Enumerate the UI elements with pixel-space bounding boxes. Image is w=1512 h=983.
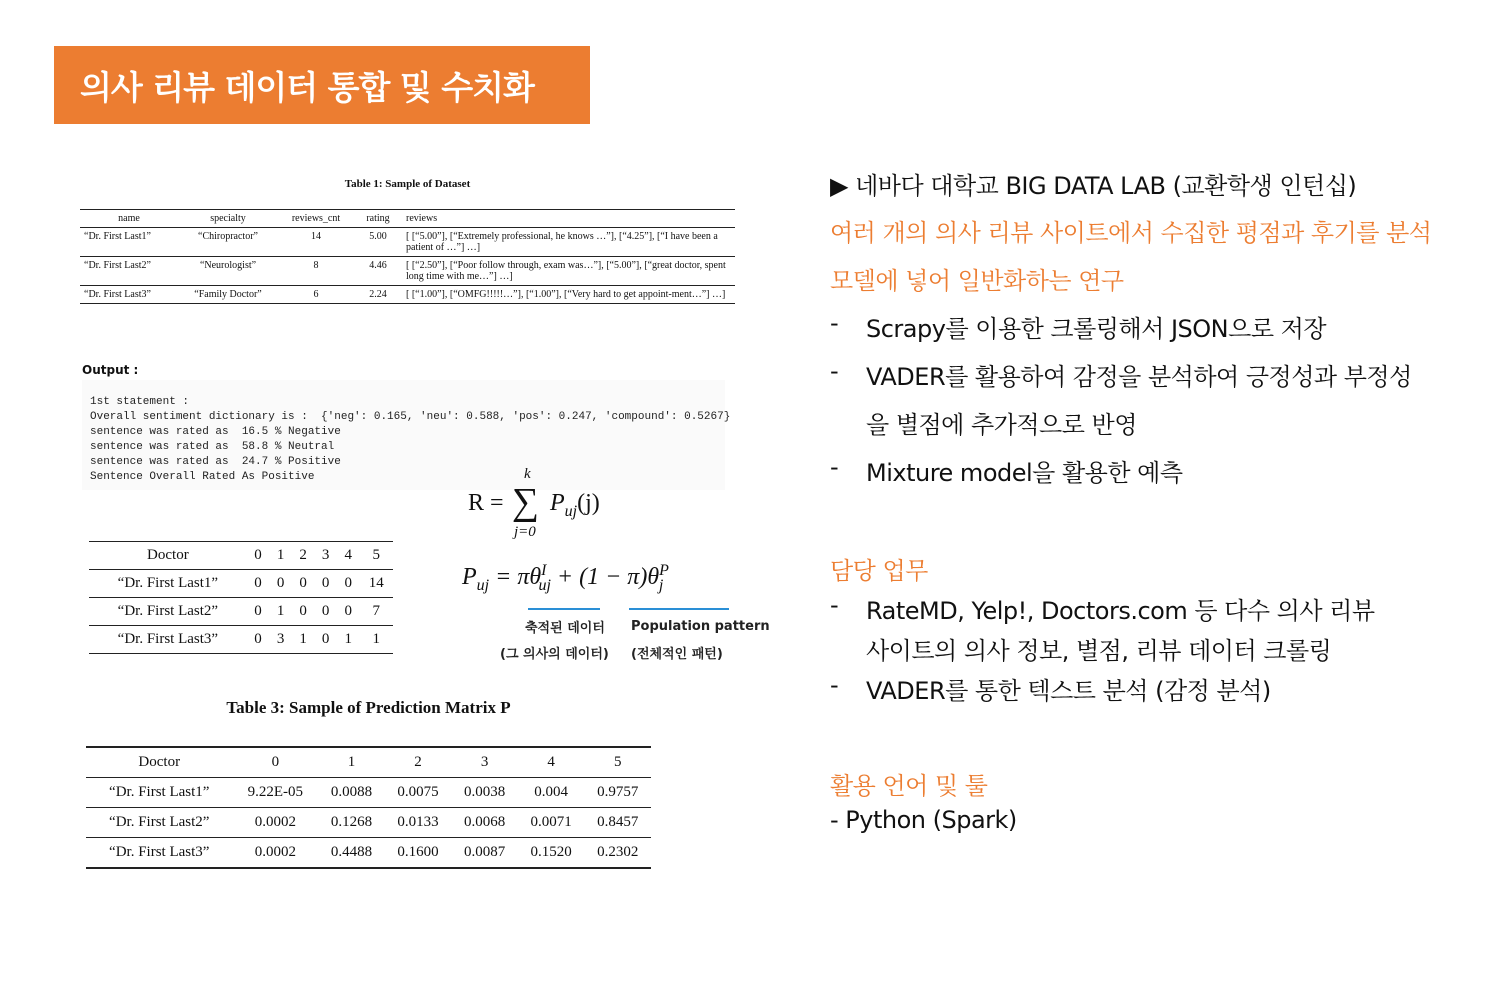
project-summary-line2: 모델에 넣어 일반화하는 연구 (830, 267, 1124, 295)
annotation-accumulated: 축적된 데이터 (525, 621, 605, 636)
cell: 4.46 (354, 257, 402, 286)
cell: “Dr. First Last3” (80, 286, 178, 304)
formula-term: $P_{uj}(j)$ (550, 490, 600, 520)
rating-count-table (89, 541, 393, 654)
col-header: 2 (292, 542, 315, 570)
cell: “Dr. First Last1” (86, 778, 233, 808)
bullet-dash: - (830, 671, 839, 699)
cell: 0 (247, 626, 270, 654)
cell: 0.0002 (233, 808, 319, 838)
cell: 0 (269, 570, 292, 598)
cell: “Dr. First Last3” (86, 838, 233, 869)
bullet-item: VADER를 활용하여 감정을 분석하여 긍정성과 부정성 (866, 363, 1412, 391)
dataset-table (80, 209, 735, 304)
col-header: name (80, 210, 178, 228)
cell: 0 (314, 570, 337, 598)
cell: “Dr. First Last3” (89, 626, 247, 654)
duty-item-continued: 사이트의 의사 정보, 별점, 리뷰 데이터 크롤링 (866, 637, 1332, 665)
annotation-population: Population pattern (631, 619, 770, 634)
cell: 8 (278, 257, 354, 286)
cell: 2.24 (354, 286, 402, 304)
table-row (89, 598, 393, 626)
cell: 1 (359, 626, 393, 654)
cell: 6 (278, 286, 354, 304)
cell: “Dr. First Last2” (80, 257, 178, 286)
cell: 0.1520 (518, 838, 585, 869)
col-header: 0 (233, 747, 319, 778)
output-line: sentence was rated as 16.5 % Negative (90, 426, 341, 438)
col-header: 5 (584, 747, 651, 778)
cell: “Dr. First Last2” (86, 808, 233, 838)
cell: 1 (337, 626, 360, 654)
output-line: sentence was rated as 24.7 % Positive (90, 456, 341, 468)
col-header: specialty (178, 210, 278, 228)
cell: 0.0002 (233, 838, 319, 869)
output-line: 1st statement : (90, 396, 190, 408)
cell: 0.1268 (318, 808, 385, 838)
tools-item: - Python (Spark) (830, 806, 1017, 834)
cell: 0.0088 (318, 778, 385, 808)
cell: 0 (337, 598, 360, 626)
cell: 0 (292, 598, 315, 626)
col-header: 3 (314, 542, 337, 570)
cell: 0.9757 (584, 778, 651, 808)
cell: 5.00 (354, 228, 402, 257)
col-header: 0 (247, 542, 270, 570)
cell: 7 (359, 598, 393, 626)
col-header: Doctor (86, 747, 233, 778)
bullet-item: Scrapy를 이용한 크롤링해서 JSON으로 저장 (866, 315, 1327, 343)
project-summary-line1: 여러 개의 의사 리뷰 사이트에서 수집한 평점과 후기를 분석 (830, 219, 1432, 247)
col-header: 5 (359, 542, 393, 570)
cell: 0.0087 (451, 838, 518, 869)
duty-title: 담당 업무 (830, 557, 928, 585)
duty-item: VADER를 통한 텍스트 분석 (감정 분석) (866, 677, 1271, 705)
cell: 1 (269, 598, 292, 626)
bullet-dash: - (830, 591, 839, 619)
col-header: Doctor (89, 542, 247, 570)
table-row (86, 808, 651, 838)
cell: “Dr. First Last1” (80, 228, 178, 257)
cell: 0.0038 (451, 778, 518, 808)
col-header: 4 (337, 542, 360, 570)
cell: 14 (359, 570, 393, 598)
table-row (80, 228, 735, 257)
output-label: Output : (82, 363, 139, 377)
cell: 0.0133 (385, 808, 452, 838)
bullet-dash: - (830, 357, 839, 385)
bullet-item: Mixture model을 활용한 예측 (866, 459, 1183, 487)
cell: 0 (247, 570, 270, 598)
col-header: reviews (402, 210, 735, 228)
col-header: reviews_cnt (278, 210, 354, 228)
bullet-dash: - (830, 453, 839, 481)
output-line: Overall sentiment dictionary is : {'neg': 0.165, 'neu': 0.588, 'pos': 0.247, 'compound': 0.5267} (90, 411, 731, 423)
formula-lhs: R = (468, 490, 504, 516)
output-line: Sentence Overall Rated As Positive (90, 471, 315, 483)
cell: 0 (247, 598, 270, 626)
cell: [ [“5.00”], [“Extremely professional, he knows …”], [“4.25”], [“I have been a patient of …”] …] (402, 228, 735, 257)
cell: “Chiropractor” (178, 228, 278, 257)
underline-accumulated (528, 608, 600, 610)
table-row (86, 838, 651, 869)
cell: [ [“2.50”], [“Poor follow through, exam was…”], [“5.00”], [“great doctor, spent long time with me…”] …] (402, 257, 735, 286)
tools-title: 활용 언어 및 툴 (830, 772, 988, 800)
col-header: 2 (385, 747, 452, 778)
cell: 0.0068 (451, 808, 518, 838)
page-title: 의사 리뷰 데이터 통합 및 수치화 (54, 46, 590, 124)
cell: 0 (337, 570, 360, 598)
underline-population (629, 608, 729, 610)
sum-upper: k (524, 466, 531, 482)
table3-caption: Table 3: Sample of Prediction Matrix P (226, 698, 511, 717)
formula-puj: $P_{uj} = \pi\theta^I_{uj} + (1 - \pi)\theta^P_j$ (462, 562, 669, 594)
cell: 14 (278, 228, 354, 257)
output-line: sentence was rated as 58.8 % Neutral (90, 441, 335, 453)
cell: 3 (269, 626, 292, 654)
cell: “Dr. First Last1” (89, 570, 247, 598)
col-header: 4 (518, 747, 585, 778)
cell: 0.8457 (584, 808, 651, 838)
cell: 0.0071 (518, 808, 585, 838)
bullet-item-continued: 을 별점에 추가적으로 반영 (866, 411, 1137, 439)
cell: 0.004 (518, 778, 585, 808)
col-header: rating (354, 210, 402, 228)
table-row (89, 570, 393, 598)
cell: “Neurologist” (178, 257, 278, 286)
cell: 9.22E-05 (233, 778, 319, 808)
cell: 0 (314, 598, 337, 626)
table1-caption: Table 1: Sample of Dataset (344, 178, 471, 190)
cell: “Dr. First Last2” (89, 598, 247, 626)
prediction-matrix-table (86, 746, 651, 869)
project-heading: ▶ 네바다 대학교 BIG DATA LAB (교환학생 인턴십) (830, 172, 1357, 200)
cell: 0.0075 (385, 778, 452, 808)
sum-lower: j=0 (514, 524, 536, 540)
cell: [ [“1.00”], [“OMFG!!!!!…”], [“1.00”], [“Very hard to get appoint-ment…”] …] (402, 286, 735, 304)
cell: 1 (292, 626, 315, 654)
sigma-symbol: ∑ (512, 481, 540, 523)
bullet-dash: - (830, 309, 839, 337)
annotation-accumulated-sub: (그 의사의 데이터) (500, 647, 609, 662)
col-header: 1 (269, 542, 292, 570)
col-header: 3 (451, 747, 518, 778)
annotation-population-sub: (전체적인 패턴) (631, 647, 723, 662)
cell: “Family Doctor” (178, 286, 278, 304)
output-console (82, 380, 731, 490)
cell: 0.1600 (385, 838, 452, 869)
cell: 0.2302 (584, 838, 651, 869)
table-row (89, 626, 393, 654)
cell: 0 (314, 626, 337, 654)
col-header: 1 (318, 747, 385, 778)
cell: 0 (292, 570, 315, 598)
table-row (80, 257, 735, 286)
duty-item: RateMD, Yelp!, Doctors.com 등 다수 의사 리뷰 (866, 597, 1375, 625)
table-row (86, 778, 651, 808)
table-row (80, 286, 735, 304)
cell: 0.4488 (318, 838, 385, 869)
